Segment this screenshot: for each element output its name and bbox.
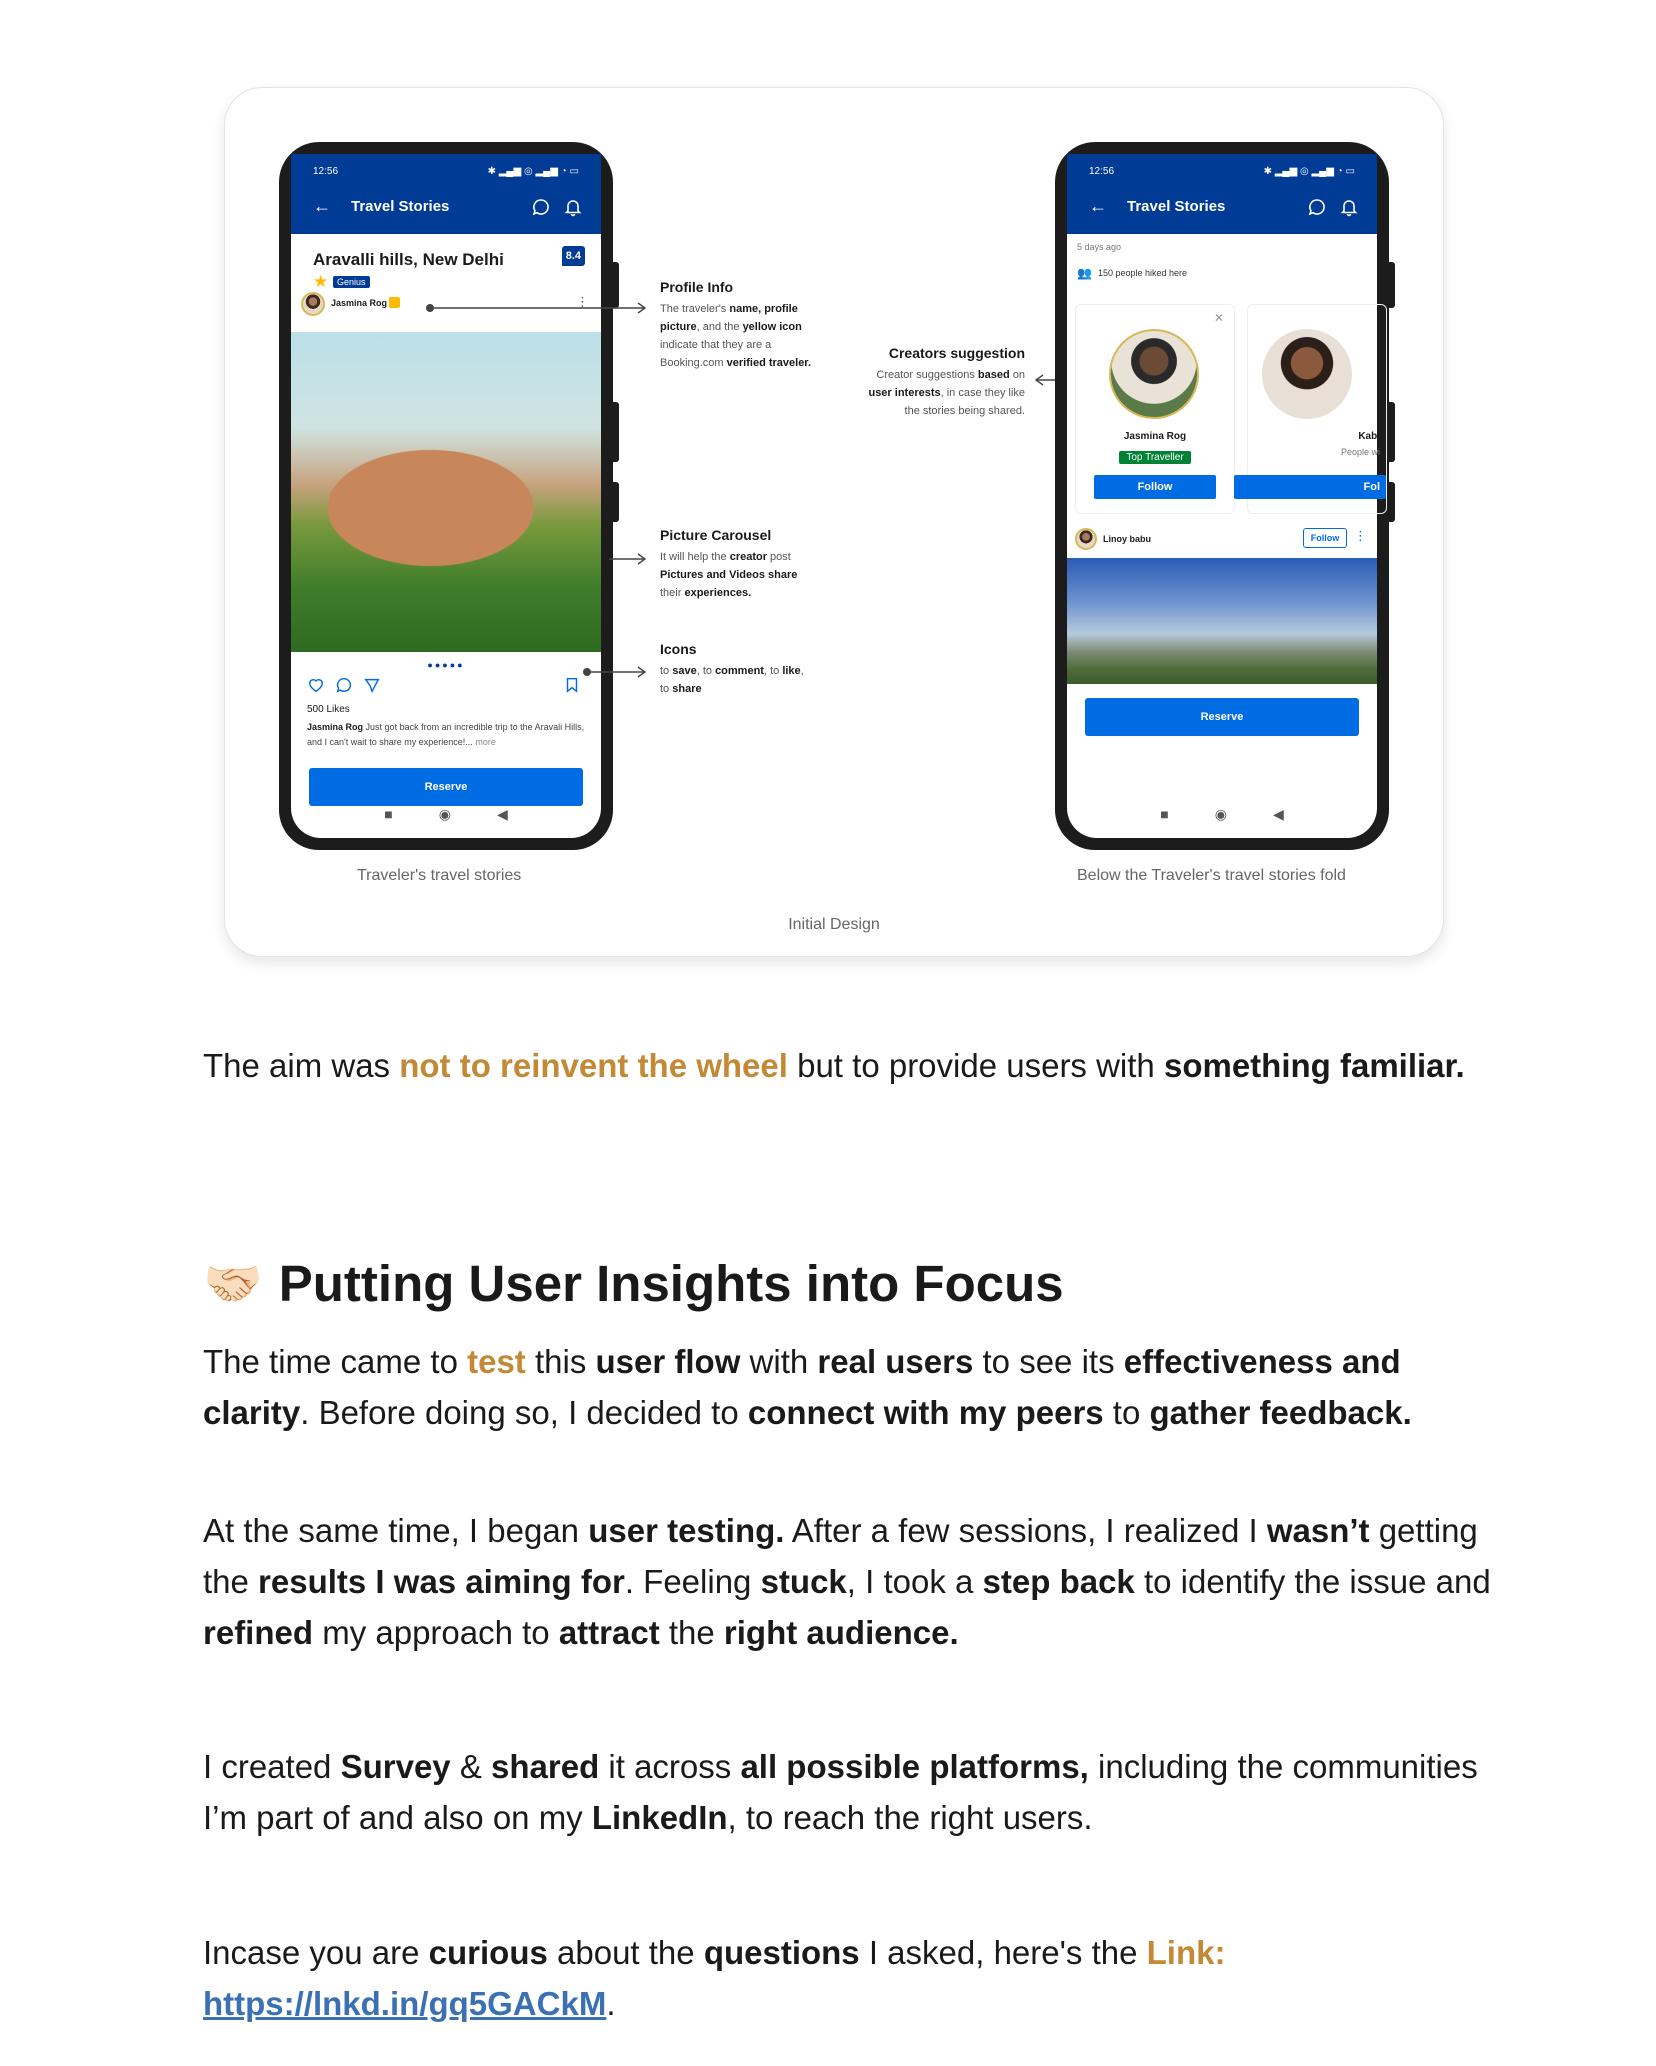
- status-icons: ✱ ▂▄▆ ◎ ▂▄▆ ◔ ▭: [1263, 166, 1355, 177]
- chat-icon[interactable]: [531, 197, 551, 217]
- text-run: to: [1103, 1394, 1150, 1431]
- figure-card: [224, 87, 1444, 957]
- callout-emphasis: picture: [660, 321, 697, 333]
- callout-text: Booking.com: [660, 357, 727, 369]
- callout-emphasis: Pictures and Videos share: [660, 569, 798, 581]
- callout-emphasis: save: [672, 665, 697, 677]
- callout-creators-line1: [835, 366, 1025, 384]
- follow-button[interactable]: Follow: [1094, 475, 1216, 499]
- callout-text: their: [660, 587, 685, 599]
- right-phone-screen: [1067, 154, 1380, 838]
- bold-text: effectiveness and clarity: [203, 1343, 1401, 1431]
- survey-link[interactable]: https://lnkd.in/gq5GACkM: [203, 1985, 607, 2022]
- callout-emphasis: comment: [715, 665, 764, 677]
- text-run: this: [525, 1343, 596, 1380]
- back-arrow-icon[interactable]: ←: [313, 196, 331, 216]
- text-run: I created: [203, 1748, 341, 1785]
- figure-caption: Initial Design: [788, 916, 880, 933]
- reserve-button[interactable]: Reserve: [309, 768, 583, 806]
- bold-text: results I was aiming for: [258, 1563, 625, 1600]
- text-run: about the: [547, 1934, 704, 1971]
- share-icon[interactable]: [363, 676, 381, 694]
- bold-text: gather feedback.: [1149, 1394, 1412, 1431]
- bold-text: right audience.: [723, 1614, 959, 1651]
- comment-icon[interactable]: [335, 676, 353, 694]
- callout-icons-line1: [660, 662, 850, 680]
- hiked-count-row: [1077, 266, 1187, 280]
- text-run: .: [606, 1985, 616, 2022]
- section-heading-text: Putting User Insights into Focus: [278, 1255, 1064, 1312]
- text-run: . Feeling: [624, 1563, 761, 1600]
- callout-profile-info: [660, 278, 850, 372]
- callout-profile-line2: [660, 318, 850, 336]
- creator-name: Jasmina Rog: [1123, 431, 1187, 442]
- callout-picture-carousel: [660, 526, 850, 602]
- creator-card[interactable]: [1075, 304, 1235, 514]
- right-phone-mockup: [1055, 142, 1389, 850]
- callout-carousel-title: Picture Carousel: [660, 527, 772, 543]
- callout-emphasis: yellow icon: [742, 321, 802, 333]
- callout-emphasis: experiences.: [684, 587, 752, 599]
- text-run: I asked, here's the: [859, 1934, 1147, 1971]
- status-time: 12:56: [313, 166, 339, 177]
- callout-creators-line2: [835, 384, 1025, 402]
- highlight-text: not to reinvent the wheel: [399, 1047, 788, 1084]
- caption-user: Jasmina Rog: [307, 722, 364, 732]
- follow-outline-button[interactable]: Follow: [1303, 528, 1347, 548]
- bold-text: curious: [428, 1934, 548, 1971]
- genius-badge: Genius: [333, 276, 370, 288]
- callout-text: to: [660, 665, 673, 677]
- text-run: including the communities I’m part of and also on my: [203, 1748, 1478, 1836]
- callout-text: , in case they like: [940, 387, 1025, 399]
- app-bar: [1067, 154, 1377, 234]
- handshake-icon: 🤝🏻: [203, 1258, 263, 1311]
- bold-text: refined: [203, 1614, 314, 1651]
- paragraph-link: [203, 1927, 1493, 2029]
- app-title: Travel Stories: [351, 198, 450, 215]
- hills-photo[interactable]: [291, 332, 601, 652]
- callout-carousel-line2: [660, 566, 850, 584]
- callout-icons-title: Icons: [660, 641, 697, 657]
- callout-text: It will help the: [660, 551, 730, 563]
- callout-icons: [660, 640, 850, 698]
- more-icon[interactable]: ⋮: [1354, 528, 1367, 543]
- bold-text: connect with my peers: [747, 1394, 1104, 1431]
- review-score: 8.4: [562, 246, 585, 266]
- creator-subtitle: People wi: [1340, 447, 1380, 457]
- text-run: After a few sessions, I realized I: [784, 1512, 1267, 1549]
- bold-text: all possible platforms,: [740, 1748, 1089, 1785]
- text-run: &: [450, 1748, 492, 1785]
- action-icons: [307, 674, 585, 698]
- hiked-count: 150 people hiked here: [1097, 268, 1188, 278]
- text-run: but to provide users with: [787, 1047, 1164, 1084]
- bold-text: user flow: [595, 1343, 741, 1380]
- creator-name: Kabi: [1358, 431, 1380, 442]
- bold-text: LinkedIn: [591, 1799, 728, 1836]
- callout-carousel-line3: [660, 584, 850, 602]
- callout-emphasis: based: [977, 369, 1010, 381]
- text-run: The time came to: [203, 1343, 468, 1380]
- callout-profile-line1: [660, 300, 850, 318]
- highlight-text: Link:: [1146, 1934, 1226, 1971]
- paragraph-user-testing: [203, 1505, 1493, 1658]
- highlight-text: test: [467, 1343, 526, 1380]
- close-icon[interactable]: ✕: [1213, 311, 1224, 325]
- carousel-dots[interactable]: ●●●●●: [427, 660, 465, 670]
- hills-photo[interactable]: [1067, 558, 1377, 684]
- likes-count: 500 Likes: [307, 704, 350, 715]
- people-icon: 👥: [1077, 266, 1092, 280]
- recents-icon[interactable]: ■: [1160, 806, 1169, 822]
- app-title: Travel Stories: [1127, 198, 1226, 215]
- callout-text: on: [1009, 369, 1025, 381]
- home-icon[interactable]: ◉: [438, 805, 451, 822]
- callout-creators-line3: the stories being shared.: [904, 405, 1025, 417]
- back-icon[interactable]: ◀: [1272, 805, 1284, 822]
- bold-text: step back: [982, 1563, 1135, 1600]
- left-phone-screen: [291, 154, 601, 838]
- caption-text: Just got back from an incredible trip to the Aravali Hills, and I can't wait to share my experience!...: [307, 722, 585, 747]
- callout-text: to: [660, 683, 673, 695]
- save-icon[interactable]: [563, 676, 581, 694]
- text-run: . Before doing so, I decided to: [300, 1394, 748, 1431]
- right-phone-label: Below the Traveler's travel stories fold: [1077, 867, 1346, 884]
- callout-creators-suggestion: [835, 344, 1025, 420]
- callout-emphasis: share: [672, 683, 702, 695]
- days-ago: 5 days ago: [1077, 242, 1122, 252]
- status-icons: ✱ ▂▄▆ ◎ ▂▄▆ ◔ ▭: [487, 166, 579, 177]
- text-run: to identify the issue and: [1134, 1563, 1491, 1600]
- bold-text: questions: [703, 1934, 860, 1971]
- android-nav-bar: [1067, 804, 1377, 824]
- paragraph-test: [203, 1336, 1493, 1438]
- back-arrow-icon[interactable]: ←: [1089, 196, 1107, 216]
- next-post-user[interactable]: Linoy babu: [1103, 534, 1151, 544]
- text-run: with: [740, 1343, 818, 1380]
- callout-text: , to: [763, 665, 783, 677]
- back-icon[interactable]: ◀: [496, 805, 508, 822]
- bell-icon[interactable]: [1339, 197, 1359, 217]
- android-nav-bar: [291, 804, 601, 824]
- bold-text: stuck: [760, 1563, 847, 1600]
- callout-emphasis: name, profile: [729, 303, 798, 315]
- callout-emphasis: user interests: [868, 387, 941, 399]
- bold-text: something familiar.: [1163, 1047, 1465, 1084]
- creator-avatar[interactable]: [1262, 329, 1352, 419]
- recents-icon[interactable]: ■: [384, 806, 393, 822]
- place-title: Aravalli hills, New Delhi: [313, 250, 504, 269]
- text-run: to see its: [973, 1343, 1124, 1380]
- callout-text: ,: [800, 665, 804, 677]
- left-phone-label: Traveler's travel stories: [357, 867, 522, 884]
- text-run: my approach to: [313, 1614, 559, 1651]
- bell-icon[interactable]: [563, 197, 583, 217]
- text-run: , I took a: [846, 1563, 983, 1600]
- callout-profile-line4: [660, 354, 850, 372]
- callout-profile-line3: indicate that they are a: [660, 339, 772, 351]
- bold-text: attract: [558, 1614, 660, 1651]
- app-bar: [291, 154, 601, 234]
- verified-icon: [389, 297, 400, 308]
- caption-more-link[interactable]: more: [475, 737, 496, 747]
- bold-text: real users: [817, 1343, 974, 1380]
- text-run: At the same time, I began: [203, 1512, 589, 1549]
- post-caption: [307, 720, 585, 750]
- callout-emphasis: like: [782, 665, 801, 677]
- left-phone-mockup: [279, 142, 613, 850]
- callout-creators-title: Creators suggestion: [888, 345, 1025, 361]
- text-run: Incase you are: [203, 1934, 429, 1971]
- callout-text: post: [767, 551, 791, 563]
- section-heading: [203, 1254, 1064, 1313]
- callout-text: The traveler's: [660, 303, 730, 315]
- bold-text: shared: [491, 1748, 600, 1785]
- bold-text: wasn’t: [1266, 1512, 1370, 1549]
- creator-avatar[interactable]: [1109, 329, 1199, 419]
- creator-card[interactable]: [1247, 304, 1387, 514]
- text-run: the: [659, 1614, 724, 1651]
- profile-name[interactable]: Jasmina Rog: [331, 298, 388, 308]
- paragraph-aim: [203, 1040, 1493, 1091]
- bold-text: Survey: [340, 1748, 451, 1785]
- home-icon[interactable]: ◉: [1214, 805, 1227, 822]
- bold-text: user testing.: [588, 1512, 785, 1549]
- callout-icons-line2: [660, 680, 850, 698]
- callout-text: , and the: [696, 321, 743, 333]
- avatar[interactable]: [1075, 528, 1097, 550]
- callout-text: Creator suggestions: [876, 369, 978, 381]
- avatar[interactable]: [301, 292, 325, 316]
- callout-profile-title: Profile Info: [660, 279, 734, 295]
- like-icon[interactable]: [307, 676, 325, 694]
- reserve-button[interactable]: Reserve: [1085, 698, 1359, 736]
- star-icon: ★: [313, 272, 329, 291]
- status-time: 12:56: [1089, 166, 1115, 177]
- more-icon[interactable]: ⋮: [576, 294, 589, 309]
- follow-button[interactable]: Fol: [1234, 475, 1386, 499]
- text-run: , to reach the right users.: [727, 1799, 1093, 1836]
- text-run: it across: [599, 1748, 741, 1785]
- text-run: getting the: [203, 1512, 1478, 1600]
- text-run: The aim was: [203, 1047, 400, 1084]
- paragraph-survey: [203, 1741, 1493, 1843]
- callout-emphasis: creator: [729, 551, 767, 563]
- callout-emphasis: verified traveler.: [726, 357, 812, 369]
- top-traveller-badge: Top Traveller: [1119, 451, 1190, 464]
- chat-icon[interactable]: [1307, 197, 1327, 217]
- callout-carousel-line1: [660, 548, 850, 566]
- callout-text: , to: [696, 665, 716, 677]
